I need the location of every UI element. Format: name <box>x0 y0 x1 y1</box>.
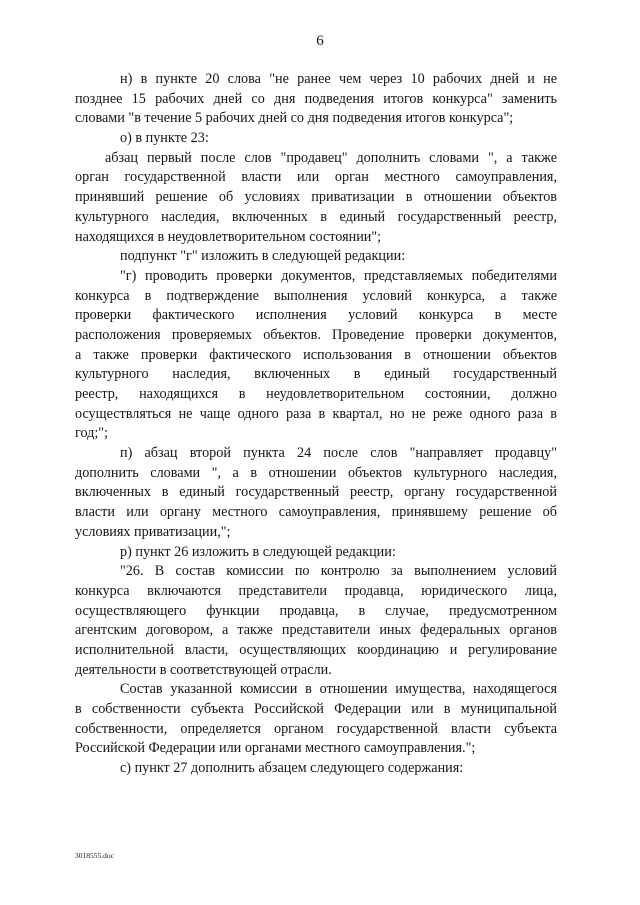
document-line: п) абзац второй пункта 24 после слов "направляет продавцу" <box>120 445 557 462</box>
document-line: год;"; <box>75 425 109 442</box>
document-line: агентским договором, а также представители иных федеральных органов <box>75 622 557 639</box>
document-line: н) в пункте 20 слова "не ранее чем через 10 рабочих дней и не <box>120 71 557 87</box>
document-line: принявший решение об условиях приватизации в отношении объектов <box>75 189 557 206</box>
document-line: Состав указанной комиссии в отношении имущества, находящегося <box>120 681 557 698</box>
document-line: словами "в течение 5 рабочих дней со дня подведения итогов конкурса"; <box>75 110 514 127</box>
document-line: о) в пункте 23: <box>120 130 209 147</box>
document-line: культурного наследия, включенных в единый государственный <box>75 366 557 383</box>
document-line: конкурса включаются представители продавца, юридического лица, <box>75 582 557 599</box>
document-line: конкурса в подтверждение выполнения условий конкурса, а также <box>75 287 557 304</box>
document-line: культурного наследия, включенных в единый государственный реестр, <box>75 208 557 225</box>
document-line: "26. В состав комиссии по контролю за выполнением условий <box>120 563 557 580</box>
document-line: реестр, находящихся в неудовлетворительном состоянии, должно <box>75 386 557 402</box>
footer-filename: 3018555.doc <box>75 851 114 860</box>
document-line: Российской Федерации или органами местного самоуправления."; <box>75 740 476 757</box>
document-line: в собственности субъекта Российской Федерации или в муниципальной <box>75 701 557 717</box>
document-line: деятельности в соответствующей отрасли. <box>75 661 332 678</box>
document-line: "г) проводить проверки документов, представляемых победителями <box>120 267 557 284</box>
document-line: условиях приватизации,"; <box>75 523 231 540</box>
document-line: орган государственной власти или орган местного самоуправления, <box>75 169 557 186</box>
document-line: находящихся в неудовлетворительном состоянии"; <box>75 228 382 245</box>
document-line: собственности, определяется органом государственной власти субъекта <box>75 720 557 737</box>
document-line: р) пункт 26 изложить в следующей редакции: <box>120 543 396 560</box>
document-line: а также проверки фактического использования в отношении объектов <box>75 346 557 363</box>
document-body <box>75 70 557 779</box>
document-line: осуществляться не чаще одного раза в квартал, но не реже одного раза в <box>75 405 557 422</box>
document-line: осуществляющего функции продавца, в случае, предусмотренном <box>75 602 557 619</box>
document-line: проверки фактического исполнения условий конкурса в месте <box>75 307 557 324</box>
document-line: с) пункт 27 дополнить абзацем следующего содержания: <box>120 760 464 777</box>
document-line: власти или органу местного самоуправления, принявшему решение об <box>75 504 557 521</box>
document-line: дополнить словами ", а в отношении объектов культурного наследия, <box>75 464 557 481</box>
page-number: 6 <box>316 33 324 49</box>
document-line: исполнительной власти, осуществляющих координацию и регулирование <box>75 641 557 658</box>
document-line: позднее 15 рабочих дней со дня подведения итогов конкурса" заменить <box>75 90 557 107</box>
document-line: расположения проверяемых объектов. Проведение проверки документов, <box>75 326 557 343</box>
document-line: включенных в единый государственный реестр, органу государственной <box>75 484 557 501</box>
document-line: абзац первый после слов "продавец" дополнить словами ", а также <box>105 149 557 166</box>
document-line: подпункт "г" изложить в следующей редакции: <box>120 248 406 265</box>
